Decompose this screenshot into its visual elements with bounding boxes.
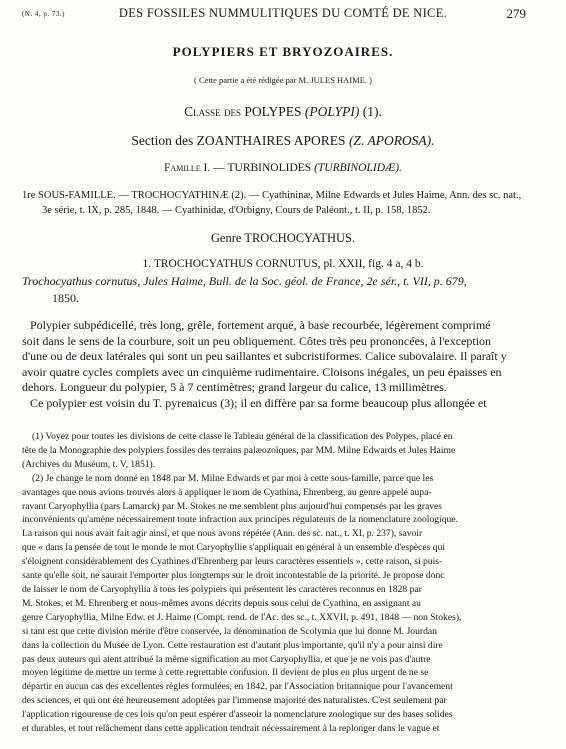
description-line: Polypier subpédicellé, très long, grêle, fortement arqué, à base recourbée, légèrement comprimé (30, 318, 491, 332)
footnotes (22, 430, 542, 736)
synonymy (22, 273, 542, 307)
footnote-line: l'application rigoureuse de ces lois qu'on peut espérer d'asseoir la nomenclature zoologique sur des bases solides (22, 709, 453, 721)
footnote-line: genre Caryophyllia, Milne Edw. et J. Haime (Compt. rend. de l'Ac. des sc., t. XXVII, p. 491, 1848 — non Stokes), (22, 611, 462, 623)
family-latin: (TURBINOLIDÆ). (314, 162, 402, 174)
family-name: TURBINOLIDES (227, 162, 312, 174)
family-heading (0, 162, 566, 174)
footnote-line: dans la collection du Musée de Lyon. Cette restauration est d'autant plus importante, qu'il n'y a pour ainsi dire (22, 639, 443, 651)
footnote-line: s'éloignent considérablement des Cyathines d'Ehrenberg par leurs caractères essentiels », cette raison, si puis- (22, 556, 443, 568)
description-line: d'une ou de deux latérales qui sont un peu saillantes et subcristiformes. Calice subovalaire. Il paraît y (22, 349, 507, 364)
page-number: 279 (506, 6, 526, 21)
attribution-note: ( Cette partie a été rédigée par M. JULES HAIME. ) (194, 75, 372, 85)
footnote-line: que « dans la pensée de tout le monde le mot Caryophyllie s'appliquait en général à un ensemble d'espèces qui (22, 542, 446, 554)
class-latin: (POLYPI) (304, 104, 360, 119)
section-prefix: Section des (131, 133, 197, 148)
description-line: avoir quatre cycles complets avec un cinquième rudimentaire. Cloisons inégales, un peu épaisses en (22, 364, 502, 379)
subfamily-entry (22, 188, 542, 218)
class-note: (1). (362, 104, 382, 119)
running-title: DES FOSSILES NUMMULITIQUES DU COMTÉ DE NICE. (118, 6, 448, 20)
footnote-line: avantages que nous avions trouvés alors à appliquer le nom de Cyathina, Ehrenberg, au genre appelé aupa- (22, 486, 432, 498)
footnote-line: (1) Voyez pour toutes les divisions de cette classe le Tableau général de la classification des Polypes, placé en (32, 431, 453, 442)
subfamily-line: 3e série, t. IX, p. 285, 1848. — Cyathinidæ, d'Orbigny, Cours de Paléont., t. II, p. 158, 1852. (42, 205, 431, 216)
footnote-line: M. Stokes, et M. Ehrenberg et nous-mêmes avons décrits depuis sous celui de Cyathina, en assignant au (22, 597, 421, 609)
footnote-line: inconvénients qu'amène nécessairement toute infraction aux principes régulateurs de la nomenclature zoologique. (22, 514, 458, 526)
footnote-line: et durables, et tout relâchement dans cette application tendrait nécessairement à la replonger dans le vague et (22, 723, 440, 735)
footnote-line: de laisser le nom de Caryophyllia à tous les polypiers qui présentent les caractères reconnus en 1828 par (22, 583, 422, 595)
class-prefix: Classe des (184, 104, 245, 119)
footnote-line: (Archives du Muséum, t. V, 1851). (22, 458, 156, 470)
description-line: soit dans le sens de la courbure, soit un peu obliquement. Côtes très peu prononcées, à l'exception (22, 333, 492, 348)
description-line: Ce polypier est voisin du T. pyrenaicus (3); il en diffère par sa forme beaucoup plus allongée et (30, 395, 487, 410)
footnote-line: moyen légitime de mettre un terme à cette regrettable confusion. Il devient de plus en plus urgent de ne se (22, 667, 429, 679)
footnote-line: des sciences, et qui ont été heureusement adoptées par l'immense majorité des naturalistes. C'est seulement par (22, 695, 447, 707)
footnote-line: si tant est que cette division mérite d'être conservée, la dénomination de Scolymia que lui donne M. Jourdan (22, 625, 437, 637)
synonymy-line: Trochocyathus cornutus, Jules Haime, Bull. de la Soc. géol. de France, 2e sér., t. VII, p. 679, (22, 274, 467, 288)
family-prefix: Famille I. — (164, 162, 228, 174)
class-name: POLYPES (244, 104, 302, 119)
subfamily-line: 1re SOUS-FAMILLE. — TROCHOCYATHINÆ (2). — Cyathininæ, Milne Edwards et Jules Haime, Ann. des sc. nat., (22, 190, 522, 201)
section-name: ZOANTHAIRES APORES (196, 133, 346, 148)
footnote-line: sante qu'elle soit, ne saurait l'emporter plus longtemps sur le droit incontestable de la priorité. Je propose donc (22, 570, 445, 582)
genus-heading: Genre TROCHOCYATHUS. (210, 231, 356, 245)
section-title: POLYPIERS ET BRYOZOAIRES. (172, 44, 394, 59)
synonymy-line: 1850. (52, 291, 79, 305)
footnote-line: (2) Je change le nom donné en 1848 par M. Milne Edwards et par moi à cette sous-famille, parce que les (32, 472, 434, 484)
species-description (22, 318, 542, 412)
description-line: dehors. Longueur du polypier, 5 à 7 centimètres; grand largeur du calice, 13 millimètres. (22, 380, 447, 395)
footnote-line: pas deux auteurs qui aient attribué la même signification au mot Caryophyllia, et que je ne vois pas d'autre (22, 653, 431, 665)
footnote-line: ravant Caryophyllia (pars Lamarck) par M. Stokes ne me semblent plus aujourd'hui compensés par les graves (22, 500, 443, 512)
footnote-line: départir en aucun cas des excellentes règles formulées, en 1842, par l'Association britannique pour l'avancement (22, 681, 453, 693)
class-heading (0, 104, 566, 120)
page-reference: (N. 4, p. 73.) (22, 10, 65, 18)
section-latin: (Z. APOROSA). (348, 133, 435, 148)
footnote-line: La raison qui nous avait fait agir ainsi, et que nous avons répétée (Ann. des sc. nat., t. XI, p. 237), savoir (22, 528, 423, 540)
footnote-line: tête de la Monographie des polypiers fossiles des terrains palæozoïques, par MM. Milne Edwards et Jules Haime (22, 444, 456, 456)
section-heading (0, 133, 566, 149)
species-heading: 1. TROCHOCYATHUS CORNUTUS, pl. XXII, fig. 4 a, 4 b. (142, 258, 424, 270)
